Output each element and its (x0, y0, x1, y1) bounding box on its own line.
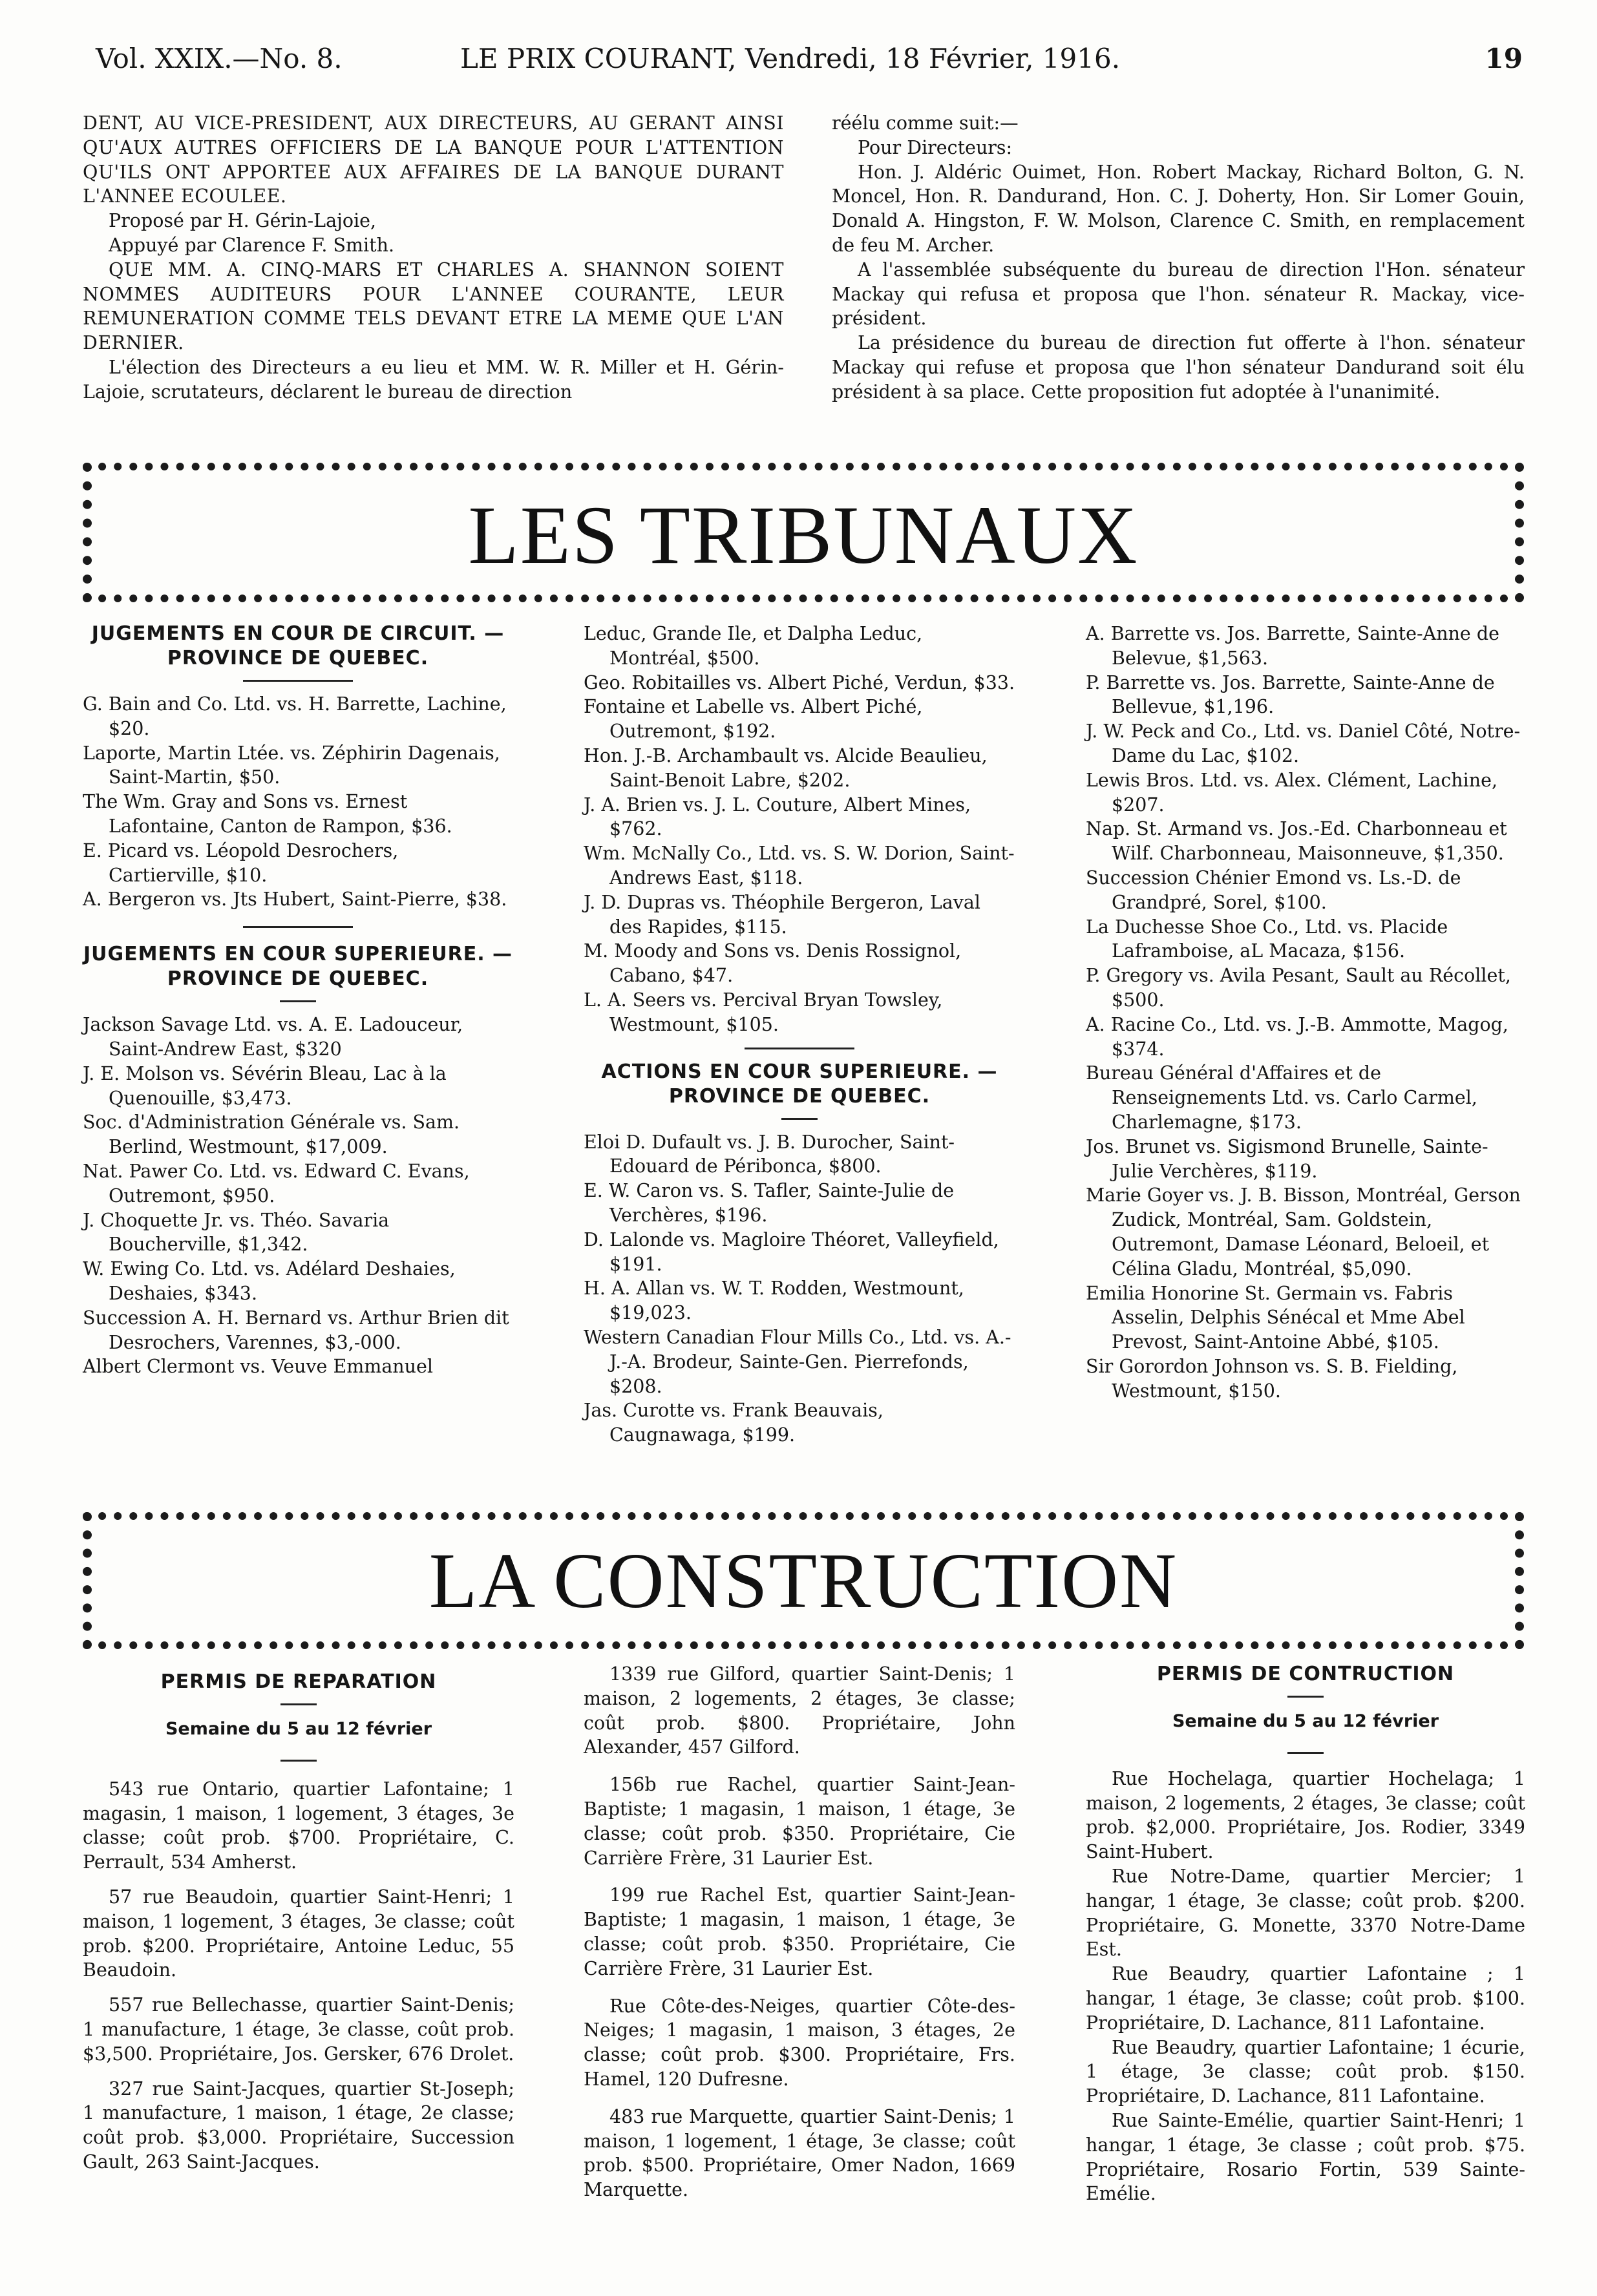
action-entry: Western Canadian Flour Mills Co., Ltd. vs. A.-J.-A. Brodeur, Sainte-Gen. Pierrefonds, $208. (584, 1326, 1011, 1397)
section-rule (745, 1048, 854, 1049)
resolution-auditors: QUE MM. A. CINQ-MARS ET CHARLES A. SHANNON SOIENT NOMMES AUDITEURS POUR L'ANNEE COURANTE, LEUR REMUNERATION COMME TELS DEVANT ETRE LA MEME QUE L'AN DERNIER. (83, 258, 784, 354)
permit-entry: 199 rue Rachel Est, quartier Saint-Jean-Baptiste; 1 magasin, 1 maison, 1 étage, 3e classe; coût prob. $350. Propriétaire, Cie Carrière Frère, 31 Laurier Est. (584, 1884, 1015, 1979)
section-rule (243, 926, 353, 928)
action-entry: Marie Goyer vs. J. B. Bisson, Montréal, Gerson Zudick, Montréal, Sam. Goldstein, Outremont, Damase Léonard, Beloeil, et Célina Gladu, Montréal, $5,090. (1086, 1185, 1521, 1280)
section-rule (1287, 1696, 1324, 1698)
permit-entry: 483 rue Marquette, quartier Saint-Denis; 1 maison, 1 logement, 1 étage, 3e classe; coût prob. $500. Propriétaire, Omer Nadon, 1669 Marquette. (584, 2105, 1015, 2201)
section-rule (1287, 1752, 1324, 1754)
action-entry: Jos. Brunet vs. Sigismond Brunelle, Sainte-Julie Verchères, $119. (1086, 1135, 1488, 1182)
reparation-heading: PERMIS DE REPARATION (160, 1670, 437, 1693)
section-rule (280, 1760, 317, 1762)
judgment-entry: Succession A. H. Bernard vs. Arthur Brien dit Desrochers, Varennes, $3,-000. (83, 1307, 509, 1353)
judgment-entry: Nat. Pawer Co. Ltd. vs. Edward C. Evans, Outremont, $950. (83, 1160, 470, 1206)
section-rule (280, 1000, 316, 1002)
bank-report-right-column (832, 111, 1525, 405)
week-label: Semaine du 5 au 12 février (165, 1719, 432, 1739)
construction-title: LA CONSTRUCTION (428, 1537, 1178, 1625)
permit-entry: Rue Hochelaga, quartier Hochelaga; 1 maison, 2 logements, 2 étages, 3e classe; coût prob. $2,000. Propriétaire, Jos. Rodier, 3349 Saint-Hubert. (1086, 1767, 1525, 1863)
judgment-entry: W. Ewing Co. Ltd. vs. Adélard Deshaies, Deshaies, $343. (83, 1258, 456, 1304)
volume-label: Vol. XXIX.—No. 8. (96, 43, 343, 74)
judgment-entry: Fontaine et Labelle vs. Albert Piché, Outremont, $192. (584, 696, 923, 743)
judgment-entry: Hon. J.-B. Archambault vs. Alcide Beaulieu, Saint-Benoit Labre, $202. (584, 744, 988, 791)
permit-entry: Rue Sainte-Emélie, quartier Saint-Henri; 1 hangar, 1 étage, 3e classe ; coût prob. $75. Propriétaire, Rosario Fortin, 539 Sainte-Emélie. (1086, 2109, 1525, 2205)
judgment-entry: Jackson Savage Ltd. vs. A. E. Ladouceur, Saint-Andrew East, $320 (83, 1014, 463, 1060)
action-entry: H. A. Allan vs. W. T. Rodden, Westmount, $19,023. (584, 1278, 964, 1324)
construction-banner (83, 1512, 1524, 1649)
directors-list: Hon. J. Aldéric Ouimet, Hon. Robert Mackay, Richard Bolton, G. N. Moncel, Hon. R. Dandurand, Hon. C. J. Doherty, Hon. Sir Lomer Gouin, Donald A. Hingston, F. W. Molson, Clarence C. Smith, en remplacement de feu M. Archer. (832, 161, 1525, 256)
permit-entry: Rue Côte-des-Neiges, quartier Côte-des-Neiges; 1 magasin, 1 maison, 3 étages, 2e classe; coût prob. $300. Propriétaire, Frs. Hamel, 120 Dufresne. (584, 1995, 1015, 2090)
actions-heading: ACTIONS EN COUR SUPERIEURE. — PROVINCE DE QUEBEC. (601, 1060, 998, 1108)
judgment-entry: L. A. Seers vs. Percival Bryan Towsley, Westmount, $105. (584, 989, 943, 1035)
action-entry: E. W. Caron vs. S. Tafler, Sainte-Julie de Verchères, $196. (584, 1180, 955, 1226)
tribunaux-column-2 (584, 622, 1015, 1448)
bank-report-left-column (83, 111, 784, 405)
permit-entry: Rue Notre-Dame, quartier Mercier; 1 hangar, 1 étage, 3e classe; coût prob. $200. Propriétaire, G. Monette, 3370 Notre-Dame Est. (1086, 1865, 1525, 1961)
tribunaux-banner (83, 463, 1524, 602)
section-rule (781, 1118, 818, 1120)
tribunaux-title: LES TRIBUNAUX (468, 489, 1139, 581)
judgment-entry: J. D. Dupras vs. Théophile Bergeron, Laval des Rapides, $115. (584, 891, 980, 938)
action-entry: Eloi D. Dufault vs. J. B. Durocher, Saint-Edouard de Péribonca, $800. (584, 1131, 955, 1177)
masthead-line: LE PRIX COURANT, Vendredi, 18 Février, 1916. (460, 43, 1121, 74)
judgment-entry: Wm. McNally Co., Ltd. vs. S. W. Dorion, Saint-Andrews East, $118. (584, 843, 1015, 889)
tribunaux-column-3 (1086, 622, 1525, 1404)
judgment-entry: Soc. d'Administration Générale vs. Sam. Berlind, Westmount, $17,009. (83, 1111, 460, 1158)
construction-column-3 (1086, 1662, 1525, 2206)
circuit-heading: JUGEMENTS EN COUR DE CIRCUIT. — PROVINCE DE QUEBEC. (91, 622, 505, 669)
proposed-by: Proposé par H. Gérin-Lajoie, (109, 210, 377, 232)
permit-entry: 1339 rue Gilford, quartier Saint-Denis; 1 maison, 2 logements, 2 étages, 3e classe; coût prob. $800. Propriétaire, John Alexander, 457 Gilford. (584, 1663, 1015, 1758)
judgment-entry: J. A. Brien vs. J. L. Couture, Albert Mines, $762. (584, 794, 971, 840)
judgment-entry: G. Bain and Co. Ltd. vs. H. Barrette, Lachine, $20. (83, 693, 507, 739)
judgment-entry: M. Moody and Sons vs. Denis Rossignol, Cabano, $47. (584, 940, 962, 987)
week-label: Semaine du 5 au 12 février (1172, 1711, 1439, 1731)
tribunaux-column-1 (83, 622, 513, 1379)
judgment-entry: J. Choquette Jr. vs. Théo. Savaria Boucherville, $1,342. (83, 1209, 390, 1256)
action-entry: Jas. Curotte vs. Frank Beauvais, Caugnawaga, $199. (584, 1400, 883, 1446)
action-entry: P. Gregory vs. Avila Pesant, Sault au Récollet, $500. (1086, 965, 1511, 1011)
action-entry: Emilia Honorine St. Germain vs. Fabris Asselin, Delphis Sénécal et Mme Abel Prevost, Saint-Antoine Abbé, $105. (1086, 1282, 1465, 1353)
action-entry: P. Barrette vs. Jos. Barrette, Sainte-Anne de Bellevue, $1,196. (1086, 671, 1495, 718)
action-entry: La Duchesse Shoe Co., Ltd. vs. Placide Laframboise, aL Macaza, $156. (1086, 916, 1448, 962)
page-number: 19 (1485, 43, 1523, 74)
action-entry: Nap. St. Armand vs. Jos.-Ed. Charbonneau et Wilf. Charbonneau, Maisonneuve, $1,350. (1086, 818, 1507, 865)
permit-entry: 557 rue Bellechasse, quartier Saint-Denis; 1 manufacture, 1 étage, 3e classe, coût prob. $3,500. Propriétaire, Jos. Gersker, 676 Drolet. (83, 1994, 514, 2065)
election-paragraph: L'élection des Directeurs a eu lieu et MM. W. R. Miller et H. Gérin-Lajoie, scrutateurs, déclarent le bureau de direction (83, 356, 784, 403)
seconded-by: Appuyé par Clarence F. Smith. (109, 234, 395, 256)
section-rule (243, 680, 353, 682)
permit-entry: Rue Beaudry, quartier Lafontaine; 1 écurie, 1 étage, 3e classe; coût prob. $150. Propriétaire, D. Lachance, 811 Lafontaine. (1086, 2036, 1525, 2107)
action-entry: D. Lalonde vs. Magloire Théoret, Valleyfield, $191. (584, 1228, 999, 1275)
section-rule (280, 1703, 317, 1705)
resolution-thanks: DENT, AU VICE-PRESIDENT, AUX DIRECTEURS, AU GERANT AINSI QU'AUX AUTRES OFFICIERS DE LA BANQUE POUR L'ATTENTION QU'ILS ONT APPORTEE AUX AFFAIRES DE LA BANQUE DURANT L'ANNEE ECOULEE. (83, 112, 784, 207)
permit-entry: 543 rue Ontario, quartier Lafontaine; 1 magasin, 1 maison, 1 logement, 3 étages, 3e classe; coût prob. $700. Propriétaire, C. Perrault, 534 Amherst. (83, 1778, 514, 1873)
judgment-entry: Albert Clermont vs. Veuve Emmanuel (83, 1356, 434, 1378)
directors-label: Pour Directeurs: (858, 136, 1013, 158)
action-entry: A. Racine Co., Ltd. vs. J.-B. Ammotte, Magog, $374. (1086, 1013, 1508, 1060)
action-entry: Sir Gorordon Johnson vs. S. B. Fielding, Westmount, $150. (1086, 1355, 1458, 1402)
judgment-entry: A. Bergeron vs. Jts Hubert, Saint-Pierre, $38. (83, 889, 507, 911)
superieure-heading: JUGEMENTS EN COUR SUPERIEURE. — PROVINCE DE QUEBEC. (83, 943, 513, 991)
construction-column-2 (584, 1662, 1015, 2202)
reelected-line: réélu comme suit:— (832, 112, 1019, 134)
construction-permits-heading: PERMIS DE CONTRUCTION (1156, 1663, 1455, 1685)
action-entry: Bureau Général d'Affaires et de Renseignements Ltd. vs. Carlo Carmel, Charlemagne, $173. (1086, 1062, 1477, 1133)
judgment-entry: The Wm. Gray and Sons vs. Ernest Lafontaine, Canton de Rampon, $36. (83, 791, 452, 837)
subsequent-meeting: A l'assemblée subséquente du bureau de direction l'Hon. sénateur Mackay qui refusa et proposa que l'hon. sénateur R. Mackay, vice-président. (832, 258, 1525, 330)
construction-column-1 (83, 1670, 514, 2175)
action-entry: J. W. Peck and Co., Ltd. vs. Daniel Côté, Notre-Dame du Lac, $102. (1086, 721, 1521, 766)
permit-entry: 57 rue Beaudoin, quartier Saint-Henri; 1 maison, 1 logement, 3 étages, 3e classe; coût prob. $200. Propriétaire, Antoine Leduc, 55 Beaudoin. (83, 1886, 514, 1981)
action-entry: Succession Chénier Emond vs. Ls.-D. de Grandpré, Sorel, $100. (1086, 867, 1461, 913)
permit-entry: 156b rue Rachel, quartier Saint-Jean-Baptiste; 1 magasin, 1 maison, 1 étage, 3e classe; coût prob. $350. Propriétaire, Cie Carrière Frère, 31 Laurier Est. (584, 1774, 1015, 1869)
permit-entry: 327 rue Saint-Jacques, quartier St-Joseph; 1 manufacture, 1 maison, 1 étage, 2e classe; coût prob. $3,000. Propriétaire, Succession Gault, 263 Saint-Jacques. (83, 2078, 514, 2173)
action-entry: A. Barrette vs. Jos. Barrette, Sainte-Anne de Belevue, $1,563. (1086, 623, 1499, 669)
judgment-entry: Leduc, Grande Ile, et Dalpha Leduc, Montréal, $500. (584, 623, 923, 669)
action-entry: Lewis Bros. Ltd. vs. Alex. Clément, Lachine, $207. (1086, 769, 1498, 816)
permit-entry: Rue Beaudry, quartier Lafontaine ; 1 hangar, 1 étage, 3e classe; coût prob. $100. Propriétaire, D. Lachance, 811 Lafontaine. (1086, 1963, 1525, 2034)
judgment-entry: E. Picard vs. Léopold Desrochers, Cartierville, $10. (83, 839, 399, 886)
judgment-entry: Laporte, Martin Ltée. vs. Zéphirin Dagenais, Saint-Martin, $50. (83, 742, 500, 788)
judgment-entry: J. E. Molson vs. Sévérin Bleau, Lac à la Quenouille, $3,473. (83, 1062, 447, 1109)
presidency-paragraph: La présidence du bureau de direction fut offerte à l'hon. sénateur Mackay qui refuse et proposa que l'hon sénateur Dandurand soit élu président à sa place. Cette proposition fut adoptée à l'unanimité. (832, 332, 1525, 403)
judgment-entry: Geo. Robitailles vs. Albert Piché, Verdun, $33. (584, 671, 1015, 693)
